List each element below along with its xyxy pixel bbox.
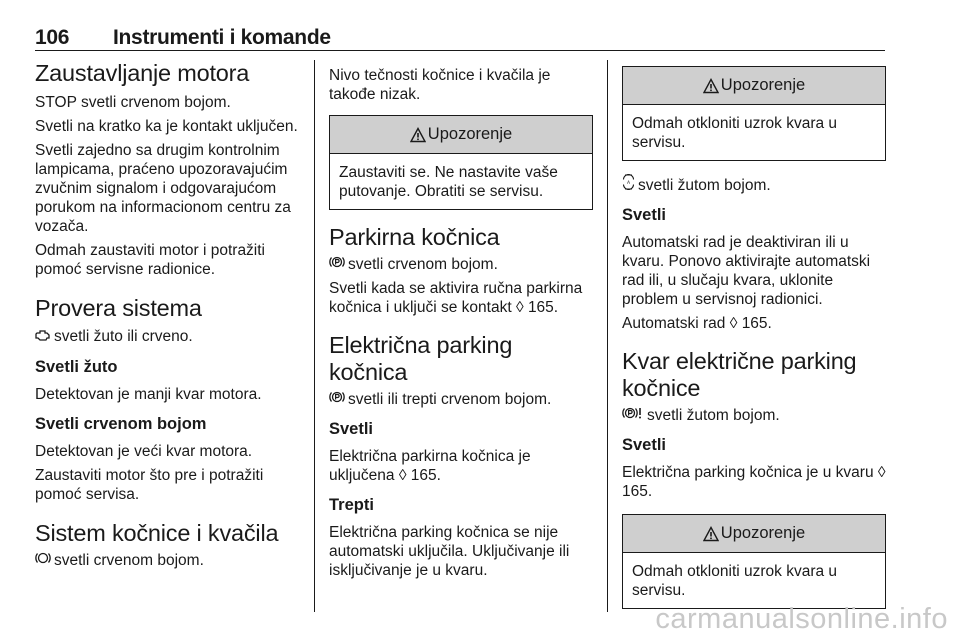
paragraph: A svetli žutom bojom. (622, 174, 886, 195)
page-reference-icon: ◊ (515, 299, 524, 316)
page-reference-icon: ◊ (877, 464, 886, 481)
column-1 (35, 60, 303, 570)
chapter-title: Instrumenti i komande (113, 26, 331, 49)
page-header (35, 26, 885, 51)
section-title-epb-fault: Kvar električne parking kočnice (622, 348, 857, 401)
paragraph: svetli crvenom bojom. (35, 551, 303, 570)
page-reference[interactable]: 165. (527, 299, 559, 316)
warning-header (623, 67, 885, 105)
page-reference-icon: ◊ (398, 467, 407, 484)
warning-box (622, 514, 886, 609)
paragraph: Električna parkirna kočnica je uključena ◊ 165. (329, 448, 531, 484)
subheading: Svetli (329, 420, 374, 438)
warning-header (330, 116, 592, 154)
watermark: carmanualsonline.info (655, 603, 948, 635)
page-reference[interactable]: 165. (622, 483, 653, 500)
warning-body: Odmah otkloniti uzrok kvara u servisu. (632, 563, 838, 599)
page-reference[interactable]: 165. (410, 467, 441, 484)
page-number: 106 (35, 26, 70, 49)
section-title-parking-brake: Parkirna kočnica (329, 224, 500, 250)
paragraph: svetli žuto ili crveno. (35, 327, 303, 346)
column-divider (314, 60, 315, 612)
paragraph: Automatski rad ◊ 165. (622, 315, 772, 332)
auto-hold-icon (622, 174, 635, 195)
warning-title: Upozorenje (720, 524, 806, 542)
page-reference-icon: ◊ (729, 315, 738, 332)
subheading: Svetli (622, 436, 667, 454)
paragraph: Detektovan je veći kvar motora. (35, 443, 253, 460)
section-title-engine-stop: Zaustavljanje motora (35, 60, 250, 86)
paragraph: Odmah zaustaviti motor i potražiti pomoć servisne radionice. (35, 242, 266, 278)
paragraph: Električna parking kočnica se nije automatski uključila. Uključivanje ili isključivanje je u kvaru. (329, 524, 570, 579)
paragraph: svetli ili trepti crvenom bojom. (329, 390, 593, 409)
column-divider (607, 60, 608, 612)
parking-brake-icon (329, 390, 345, 409)
subheading: Svetli crvenom bojom (35, 415, 207, 433)
paragraph: Nivo tečnosti kočnice i kvačila je takođe nizak. (329, 67, 551, 103)
paragraph: Električna parking kočnica je u kvaru ◊ 165. (622, 464, 886, 500)
paragraph: svetli crvenom bojom. (329, 255, 593, 274)
column-2 (329, 60, 593, 580)
column-3 (622, 60, 886, 609)
paragraph: Svetli na kratko ka je kontakt uključen. (35, 118, 298, 135)
warning-title: Upozorenje (720, 76, 806, 94)
section-title-system-check: Provera sistema (35, 295, 202, 321)
section-title-electric-parking-brake: Električna parking kočnica (329, 332, 513, 385)
parking-brake-fault-icon (622, 406, 644, 425)
subheading: Svetli žuto (35, 358, 118, 376)
paragraph: Svetli zajedno sa drugim kontrolnim lampicama, praćeno upozoravajućim zvučnim signalom i odgovarajućom porukom na informacionom centru za vozača. (35, 142, 291, 235)
warning-body: Zaustaviti se. Ne nastavite vaše putovanje. Obratiti se servisu. (339, 164, 558, 200)
brake-warning-icon (35, 551, 51, 570)
paragraph: Zaustaviti motor što pre i potražiti pomoć servisa. (35, 467, 264, 503)
warning-header (623, 515, 885, 553)
warning-triangle-icon (410, 127, 426, 143)
subheading: Trepti (329, 496, 374, 514)
paragraph: svetli žutom bojom. (622, 406, 886, 425)
page-reference[interactable]: 165. (741, 315, 772, 332)
warning-triangle-icon (703, 526, 719, 542)
parking-brake-icon (329, 255, 345, 274)
subheading: Svetli (622, 206, 667, 224)
warning-box (329, 115, 593, 210)
check-engine-icon (35, 327, 51, 346)
warning-body: Odmah otkloniti uzrok kvara u servisu. (632, 115, 838, 151)
warning-box (622, 66, 886, 161)
paragraph: STOP svetli crvenom bojom. (35, 94, 231, 111)
svg-text:A: A (626, 181, 631, 186)
paragraph: Svetli kada se aktivira ručna parkirna kočnica i uključi se kontakt ◊ 165. (329, 280, 583, 316)
section-title-brake-clutch: Sistem kočnice i kvačila (35, 520, 279, 546)
warning-title: Upozorenje (427, 125, 513, 143)
paragraph: Automatski rad je deaktiviran ili u kvaru. Ponovo aktivirajte automatski rad ili, u slučaju kvara, uklonite problem u servisnoj radionici. (622, 234, 871, 308)
paragraph: Detektovan je manji kvar motora. (35, 386, 262, 403)
warning-triangle-icon (703, 78, 719, 94)
